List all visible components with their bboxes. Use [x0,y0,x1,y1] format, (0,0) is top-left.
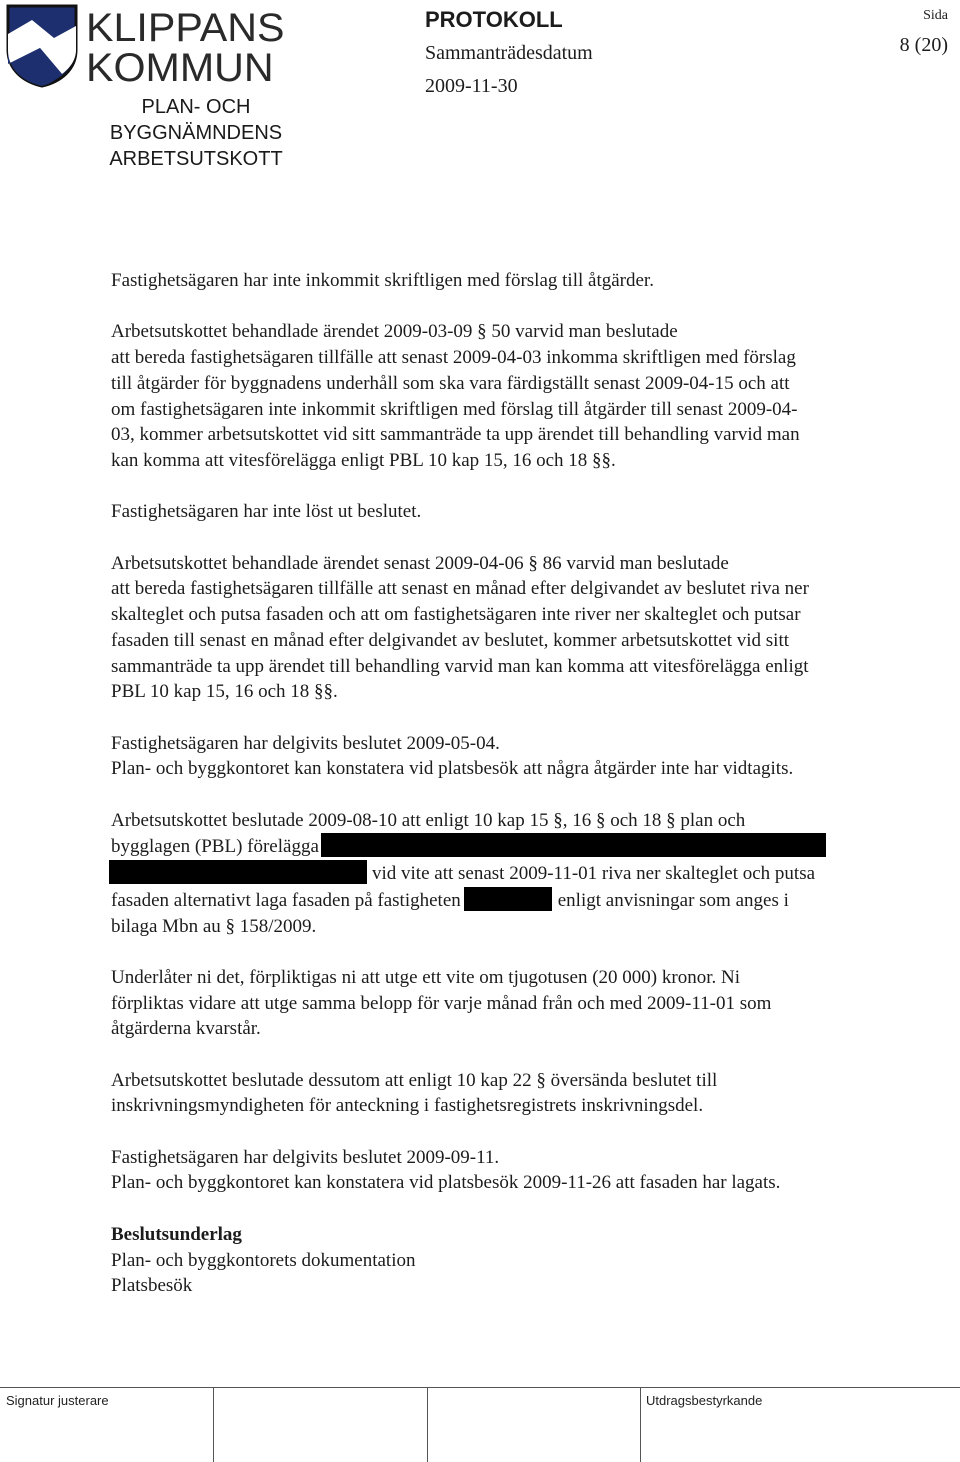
paragraph [111,1145,941,1196]
footer-divider [640,1388,641,1462]
page-label: Sida [923,8,948,23]
text-line: Fastighetsägaren har inte inkommit skriftligen med förslag till åtgärder. [111,270,654,291]
brand-name-line1: KLIPPANS [86,6,285,50]
meeting-date-label: Sammanträdesdatum [425,42,593,64]
redaction-block [109,860,367,884]
page-number: 8 (20) [899,34,948,56]
signature-label: Signatur justerare [6,1393,109,1408]
basis-item: Platsbesök [111,1275,193,1297]
basis-heading: Beslutsunderlag [111,1223,242,1245]
text-line: skalteglet och putsa fasaden och att om fastighetsägaren inte river ner skalteglet och putsar [111,604,801,626]
text-line: inskrivningsmyndigheten för anteckning i fastighetsregistrets inskrivningsdel. [111,1095,704,1117]
text-line: PBL 10 kap 15, 16 och 18 §§. [111,681,338,703]
basis-section [111,1222,941,1299]
paragraph [111,965,941,1042]
text-line: att bereda fastighetsägaren tillfälle att senast en månad efter delgivandet av beslutet riva ner [111,578,809,600]
text-fragment: fasaden alternativt laga fasaden på fastigheten [111,889,461,911]
text-line: Fastighetsägaren har inte löst ut beslutet. [111,501,422,523]
text-line: bilaga Mbn au § 158/2009. [111,915,317,937]
meeting-date: 2009-11-30 [425,75,518,97]
signature-footer [0,1387,960,1462]
department-line3: ARBETSUTSKOTT [109,148,283,170]
text-line: om fastighetsägaren inte inkommit skriftligen med förslag till åtgärder till senast 2009-04- [111,398,798,420]
text-line: sammanträde ta upp ärendet till behandling varvid man kan komma att vitesförelägga enligt [111,655,809,677]
text-line: Underlåter ni det, förpliktigas ni att utge ett vite om tjugotusen (20 000) kronor. Ni [111,966,740,988]
text-line: 03, kommer arbetsutskottet vid sitt sammanträde ta upp ärendet till behandling varvid man [111,424,800,446]
footer-divider [427,1388,428,1462]
municipality-logo [6,4,296,172]
text-line: att bereda fastighetsägaren tillfälle att senast 2009-04-03 inkomma skriftligen med förslag [111,347,796,369]
footer-divider [213,1388,214,1462]
document-body [111,268,941,1325]
text-line: Fastighetsägaren har delgivits beslutet 2009-05-04. [111,732,500,754]
redaction-block [321,833,826,857]
text-line: förpliktas vidare att utge samma belopp för varje månad från och med 2009-11-01 som [111,992,772,1014]
paragraph [111,731,941,782]
paragraph [111,319,941,473]
coat-of-arms-icon [6,4,82,88]
text-line: Arbetsutskottet beslutade 2009-08-10 att enligt 10 kap 15 §, 16 § och 18 § plan och [111,809,746,831]
paragraph [111,808,941,940]
department-line2: BYGGNÄMNDENS [109,122,283,144]
text-line [111,887,941,914]
text-line [111,860,941,887]
redaction-block [464,887,552,911]
document-title: PROTOKOLL [425,7,563,32]
certification-label: Utdragsbestyrkande [646,1393,763,1408]
brand-name-line2: KOMMUN [86,46,274,90]
text-line: till åtgärder för byggnadens underhåll som ska vara färdigställt senast 2009-04-15 och att [111,372,790,394]
text-line: åtgärderna kvarstår. [111,1018,261,1040]
text-fragment: enligt anvisningar som anges i [557,889,789,911]
text-line: Plan- och byggkontoret kan konstatera vid platsbesök 2009-11-26 att fasaden har lagats. [111,1172,781,1194]
paragraph [111,1068,941,1119]
paragraph [111,268,941,294]
text-line: fasaden till senast en månad efter delgivandet av beslutet, kommer arbetsutskottet vid sitt [111,629,789,651]
text-line: Arbetsutskottet behandlade ärendet 2009-03-09 § 50 varvid man beslutade [111,321,678,343]
basis-item: Plan- och byggkontorets dokumentation [111,1249,416,1271]
text-line: Arbetsutskottet behandlade ärendet senast 2009-04-06 § 86 varvid man beslutade [111,552,729,574]
text-line: kan komma att vitesförelägga enligt PBL 10 kap 15, 16 och 18 §§. [111,449,616,471]
text-line: Fastighetsägaren har delgivits beslutet 2009-09-11. [111,1146,500,1168]
department-name [96,94,296,172]
text-line: Plan- och byggkontoret kan konstatera vid platsbesök att några åtgärder inte har vidtagits. [111,758,794,780]
text-line: Arbetsutskottet beslutade dessutom att enligt 10 kap 22 § översända beslutet till [111,1069,718,1091]
department-line1: PLAN- OCH [141,96,251,118]
paragraph [111,499,941,525]
text-line [111,833,941,860]
text-fragment: bygglagen (PBL) förelägga [111,836,319,858]
text-fragment: vid vite att senast 2009-11-01 riva ner skalteglet och putsa [372,863,816,885]
paragraph [111,551,941,705]
